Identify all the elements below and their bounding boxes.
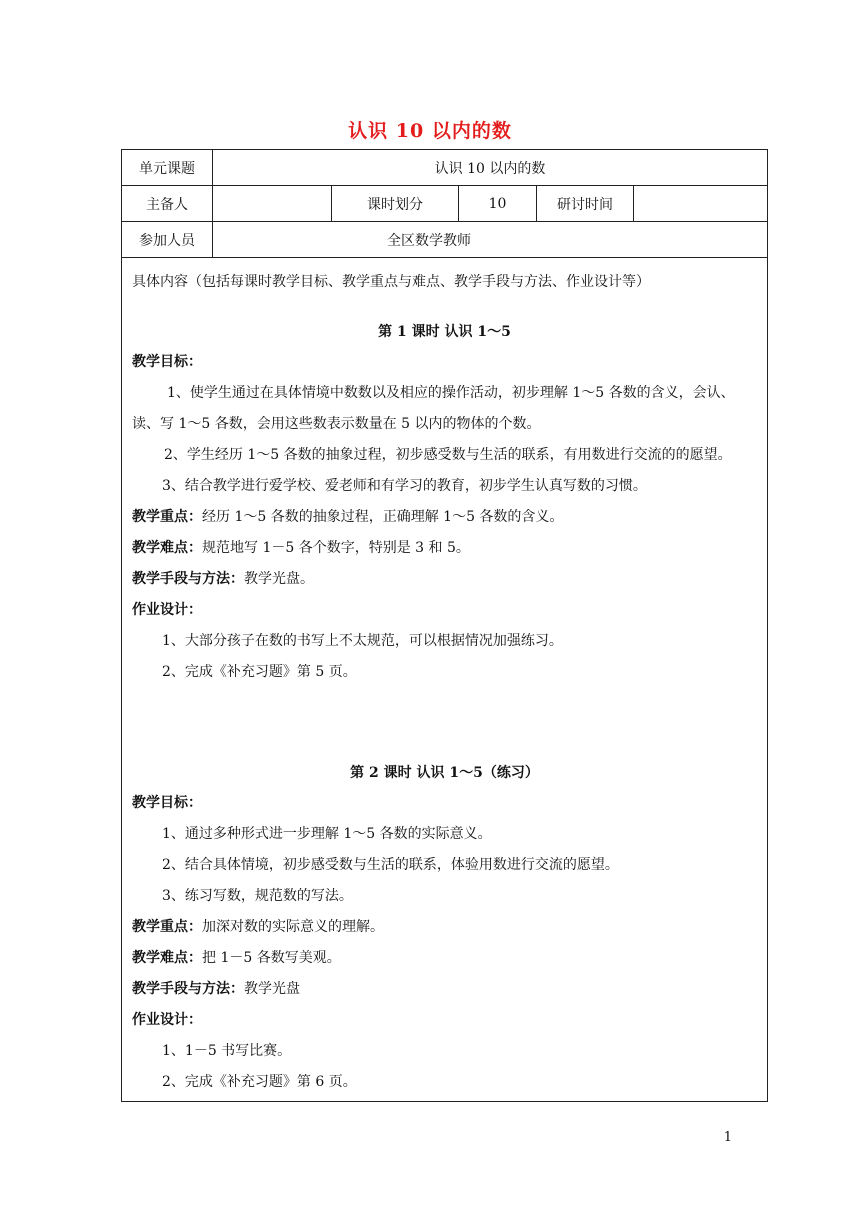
lesson1-goals-label: 教学目标： — [132, 354, 202, 370]
lesson1-difficulty-text: 规范地写 1－5 各个数字，特别是 3 和 5。 — [202, 540, 470, 556]
period-value: 10 — [459, 186, 537, 222]
unit-row — [122, 150, 768, 186]
document-title: 认识 10 以内的数 — [348, 120, 512, 142]
unit-value: 认识 10 以内的数 — [213, 150, 768, 186]
lesson2-difficulty — [132, 943, 757, 974]
lesson2-difficulty-label: 教学难点： — [132, 950, 202, 966]
lesson1-hw2: 2、完成《补充习题》第 5 页。 — [162, 664, 357, 680]
lesson2-method-text: 教学光盘 — [244, 981, 300, 997]
participants-row — [122, 222, 768, 258]
lesson2-goals-label: 教学目标： — [132, 795, 202, 811]
content-cell — [122, 258, 768, 1102]
lesson1-difficulty — [132, 533, 757, 564]
lesson1-key-text: 经历 1～5 各数的抽象过程，正确理解 1～5 各数的含义。 — [202, 509, 564, 525]
lesson2-title: 第 2 课时 认识 1～5（练习） — [350, 765, 539, 781]
page-number: 1 — [723, 1130, 732, 1145]
unit-label: 单元课题 — [122, 150, 213, 186]
discuss-label: 研讨时间 — [537, 186, 634, 222]
lesson2-goal2: 2、结合具体情境，初步感受数与生活的联系，体验用数进行交流的愿望。 — [162, 857, 619, 873]
lesson2-key-label: 教学重点： — [132, 919, 202, 935]
lesson1-goal1-line2: 读、写 1～5 各数，会用这些数表示数量在 5 以内的物体的个数。 — [132, 416, 541, 432]
participants-label: 参加人员 — [122, 222, 213, 258]
lesson1-goal2: 2、学生经历 1～5 各数的抽象过程，初步感受数与生活的联系，有用数进行交流的的愿望。 — [164, 447, 732, 463]
preparer-label: 主备人 — [122, 186, 213, 222]
lesson2-key — [132, 912, 757, 943]
lesson2-goal1: 1、通过多种形式进一步理解 1～5 各数的实际意义。 — [162, 826, 492, 842]
lesson-plan-table — [121, 149, 768, 1102]
discuss-value — [634, 186, 768, 222]
content-intro: 具体内容（包括每课时教学目标、教学重点与难点、教学手段与方法、作业设计等） — [132, 274, 650, 290]
period-label: 课时划分 — [332, 186, 459, 222]
lesson2-method — [132, 974, 757, 1005]
lesson2-goal3: 3、练习写数，规范数的写法。 — [162, 888, 353, 904]
lesson2-method-label: 教学手段与方法： — [132, 981, 244, 997]
content-row — [122, 258, 768, 1102]
lesson1-method-text: 教学光盘。 — [244, 571, 314, 587]
lesson1-difficulty-label: 教学难点： — [132, 540, 202, 556]
lesson1-goal1-line1: 1、使学生通过在具体情境中数数以及相应的操作活动，初步理解 1～5 各数的含义，会认、 — [167, 385, 735, 401]
lesson1-method — [132, 564, 757, 595]
lesson2-homework-label: 作业设计： — [132, 1012, 202, 1028]
lesson2-hw1: 1、1－5 书写比赛。 — [162, 1043, 292, 1059]
lesson2-key-text: 加深对数的实际意义的理解。 — [202, 919, 384, 935]
lesson1-method-label: 教学手段与方法： — [132, 571, 244, 587]
lesson2-difficulty-text: 把 1－5 各数写美观。 — [202, 950, 341, 966]
lesson1-hw1: 1、大部分孩子在数的书写上不太规范，可以根据情况加强练习。 — [162, 633, 563, 649]
preparer-row — [122, 186, 768, 222]
participants-value: 全区数学教师 — [213, 222, 768, 258]
lesson1-key-label: 教学重点： — [132, 509, 202, 525]
preparer-value — [213, 186, 332, 222]
lesson2-hw2: 2、完成《补充习题》第 6 页。 — [162, 1074, 357, 1090]
lesson1-goal3: 3、结合教学进行爱学校、爱老师和有学习的教育，初步学生认真写数的习惯。 — [162, 478, 647, 494]
lesson1-homework-label: 作业设计： — [132, 602, 202, 618]
lesson1-title: 第 1 课时 认识 1～5 — [378, 324, 511, 340]
lesson1-key — [132, 502, 757, 533]
